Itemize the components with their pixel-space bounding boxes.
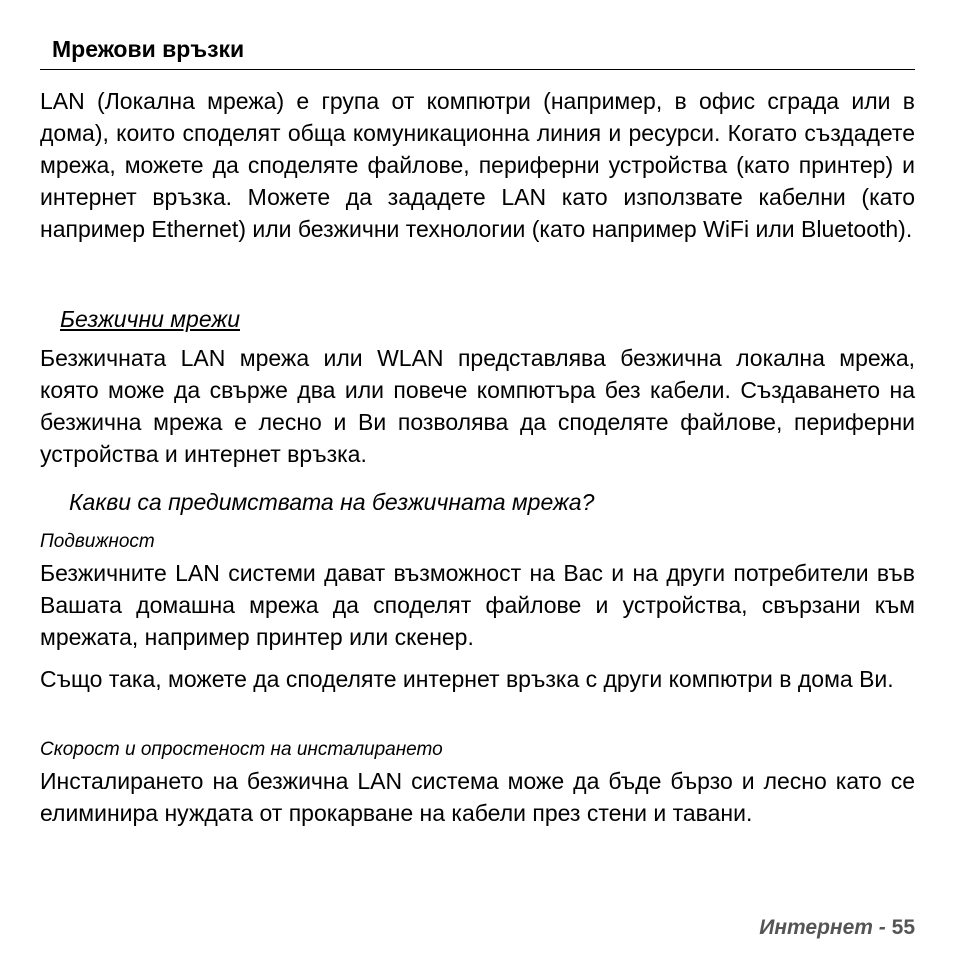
mobility-heading: Подвижност bbox=[40, 531, 155, 552]
installation-speed-heading: Скорост и опростеност на инсталирането bbox=[40, 739, 443, 760]
section-title: Мрежови връзки bbox=[52, 36, 245, 62]
mobility-paragraph-1: Безжичните LAN системи дават възможност на Вас и на други потребители във Вашата домашна мрежа да споделят файлове и устройства, свързани към мрежата, например принтер или скенер. bbox=[40, 560, 915, 650]
footer-chapter-title: Интернет - bbox=[759, 916, 886, 939]
document-page bbox=[40, 0, 915, 954]
wireless-networks-heading: Безжични мрежи bbox=[60, 306, 241, 332]
intro-paragraph: LAN (Локална мрежа) е група от компютри (например, в офис сграда или в дома), които споделят обща комуникационна линия и ресурси. Когато създадете мрежа, можете да споделяте файлове, периферни устройства (като принтер) и интернет връзка. Можете да зададете LAN като използвате кабелни (като например Ethernet) или безжични технологии (като например WiFi или Bluetooth). bbox=[40, 88, 915, 242]
page-number: 55 bbox=[891, 916, 915, 939]
mobility-paragraph-2: Също така, можете да споделяте интернет връзка с други компютри в дома Ви. bbox=[40, 666, 894, 692]
page-footer bbox=[759, 914, 915, 942]
wireless-networks-paragraph: Безжичната LAN мрежа или WLAN представлява безжична локална мрежа, която може да свърже два или повече компютъра без кабели. Създаването на безжична мрежа е лесно и Ви позволява да споделяте файлове, периферни устройства и интернет връзка. bbox=[40, 345, 915, 467]
benefits-heading: Какви са предимствата на безжичната мрежа? bbox=[69, 489, 595, 515]
title-divider bbox=[40, 69, 915, 70]
installation-speed-paragraph: Инсталирането на безжична LAN система може да бъде бързо и лесно като се елиминира нуждата от прокарване на кабели през стени и тавани. bbox=[40, 768, 915, 826]
